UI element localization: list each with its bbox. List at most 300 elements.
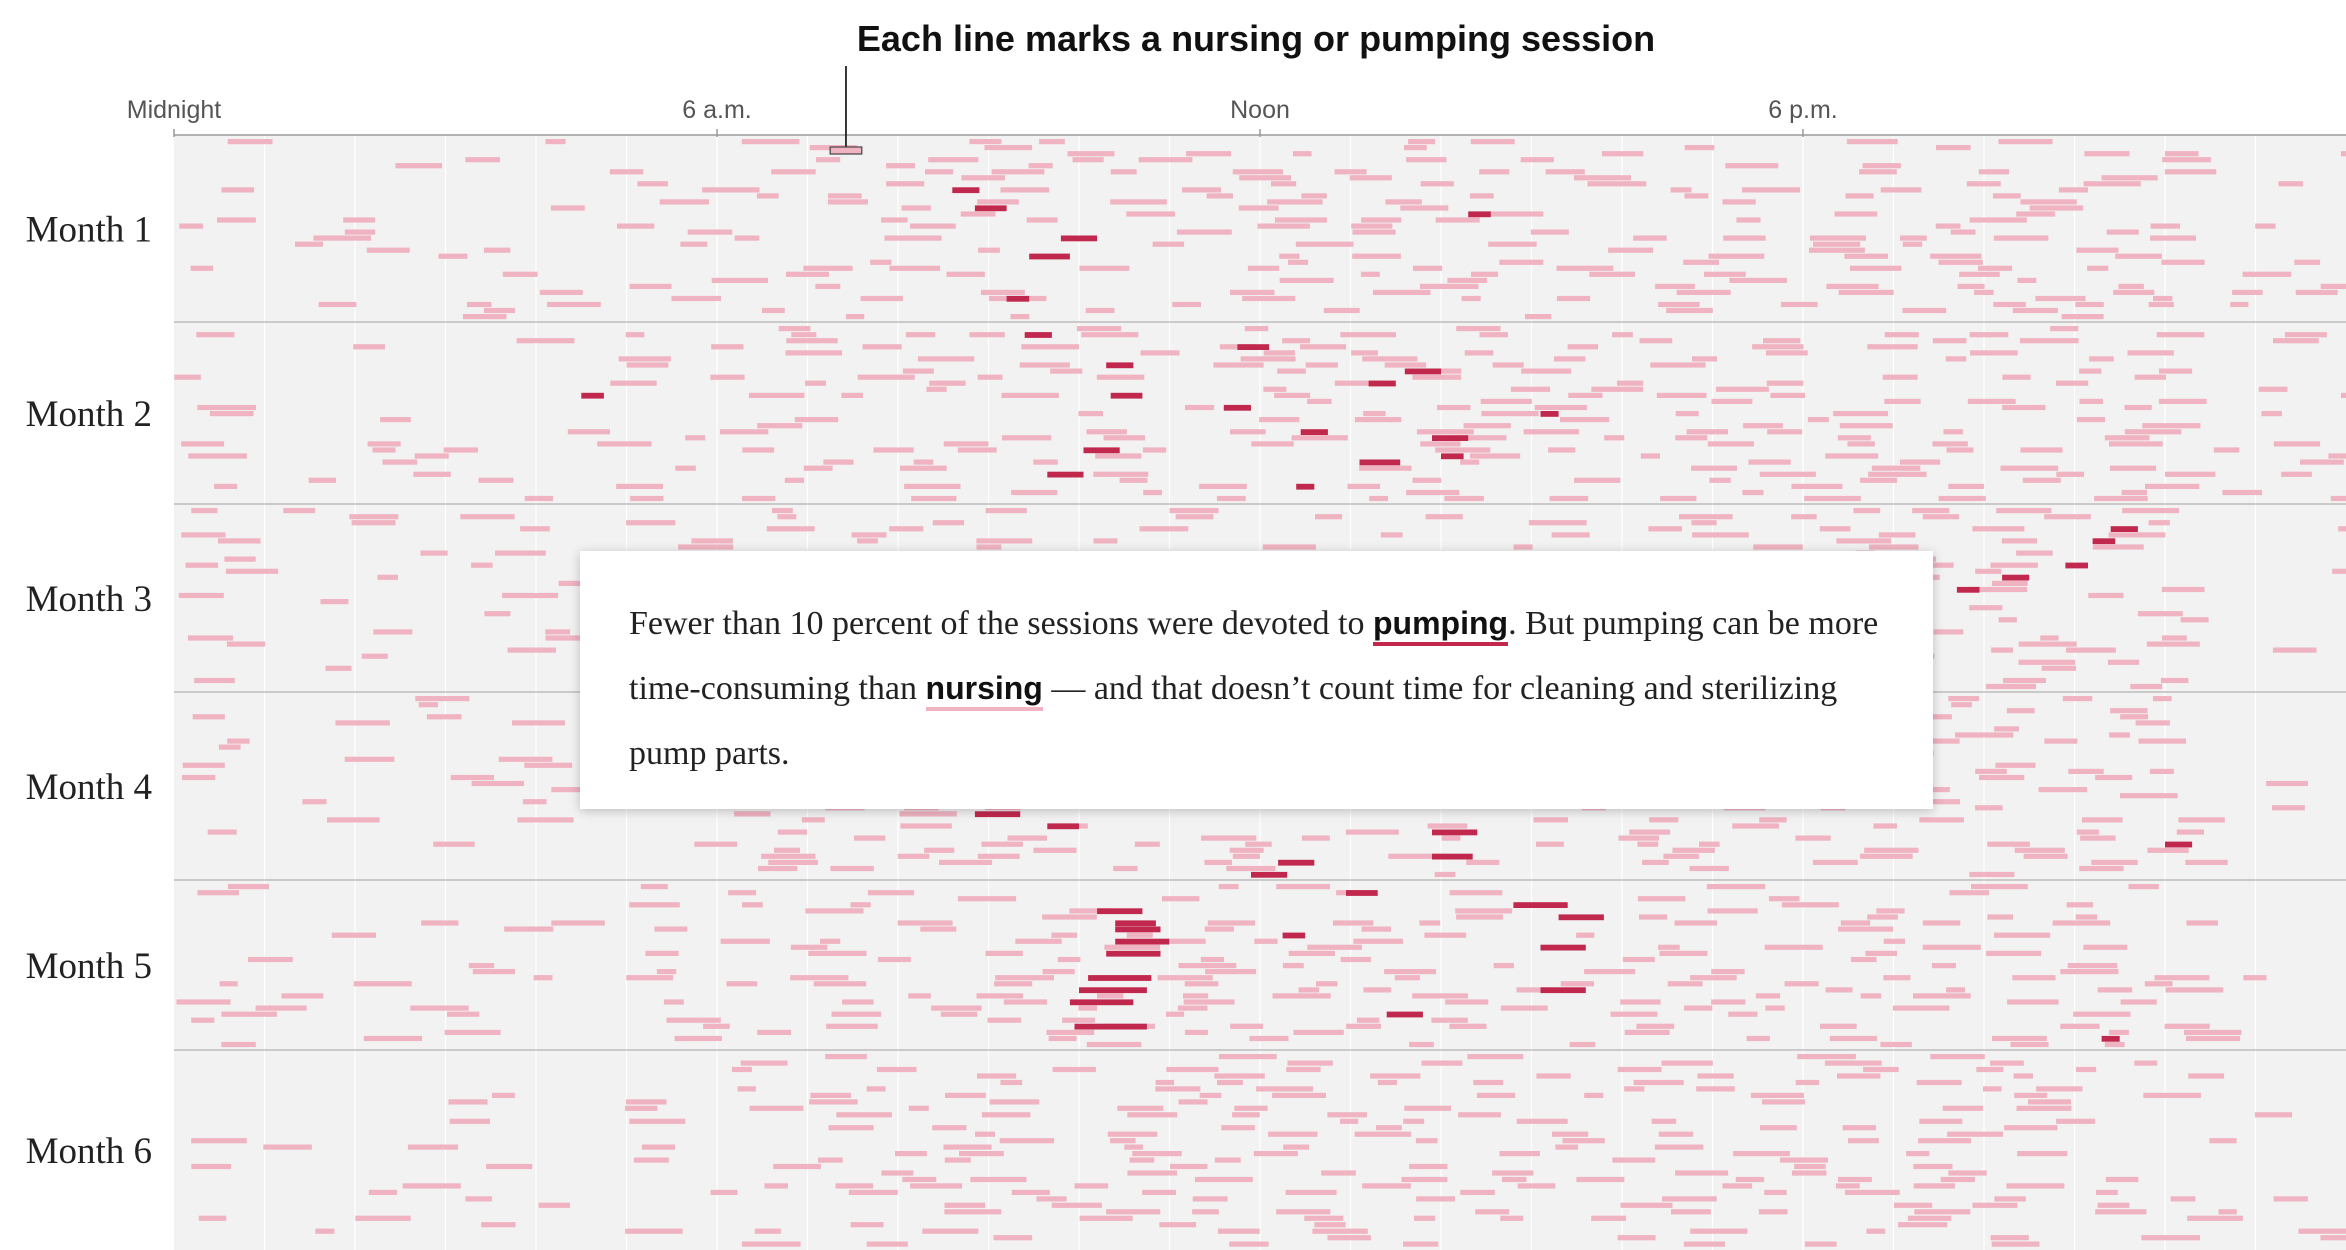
- nursing-session: [1471, 139, 1515, 144]
- nursing-session: [961, 211, 996, 216]
- pumping-session: [1432, 854, 1473, 860]
- nursing-session: [1421, 181, 1454, 186]
- pumping-session: [2111, 526, 2138, 532]
- nursing-session: [1511, 387, 1550, 392]
- nursing-session: [1936, 145, 1971, 150]
- nursing-session: [1908, 1216, 1951, 1221]
- nursing-session: [2165, 1024, 2210, 1029]
- nursing-session: [990, 1099, 1040, 1104]
- nursing-session: [433, 842, 474, 847]
- nursing-session: [1851, 957, 1877, 962]
- nursing-session: [898, 854, 930, 859]
- nursing-session: [1722, 1183, 1752, 1188]
- nursing-session: [1975, 769, 2007, 774]
- nursing-session: [734, 811, 770, 816]
- nursing-session: [2020, 447, 2062, 452]
- nursing-session: [1650, 362, 1705, 367]
- nursing-session: [1104, 945, 1160, 950]
- nursing-session: [2109, 1030, 2129, 1035]
- nursing-session: [1456, 914, 1503, 919]
- nursing-session: [2076, 914, 2098, 919]
- nursing-session: [742, 902, 763, 907]
- nursing-session: [2109, 732, 2130, 737]
- nursing-session: [786, 272, 829, 277]
- nursing-session: [626, 975, 673, 980]
- nursing-session: [1525, 314, 1551, 319]
- nursing-session: [1672, 848, 1715, 853]
- pumping-session: [1115, 939, 1169, 945]
- nursing-session: [1301, 193, 1327, 198]
- nursing-session: [1696, 1086, 1735, 1091]
- nursing-session: [874, 447, 914, 452]
- nursing-session: [1445, 999, 1488, 1004]
- nursing-session: [1723, 199, 1756, 204]
- nursing-session: [1373, 290, 1431, 295]
- nursing-session: [877, 1067, 917, 1072]
- nursing-session: [1692, 356, 1717, 361]
- nursing-session: [1178, 1006, 1208, 1011]
- nursing-session: [2018, 278, 2037, 283]
- nursing-session: [413, 472, 450, 477]
- nursing-session: [1117, 1106, 1163, 1111]
- nursing-session: [2068, 769, 2103, 774]
- nursing-session: [750, 1106, 804, 1111]
- nursing-session: [1249, 1036, 1288, 1041]
- nursing-session: [503, 272, 538, 277]
- nursing-session: [806, 908, 864, 913]
- pumping-session: [1432, 435, 1468, 441]
- nursing-session: [1106, 1209, 1160, 1214]
- nursing-session: [1276, 884, 1330, 889]
- nursing-session: [1493, 362, 1524, 367]
- nursing-session: [2073, 1012, 2130, 1017]
- nursing-session: [1273, 993, 1331, 998]
- nursing-session: [1820, 1024, 1857, 1029]
- pumping-session: [1541, 945, 1586, 951]
- nursing-session: [568, 429, 610, 434]
- nursing-session: [1879, 532, 1916, 537]
- nursing-session: [1555, 1145, 1578, 1150]
- nursing-session: [1514, 544, 1533, 549]
- nursing-session: [1020, 362, 1070, 367]
- nursing-session: [484, 611, 510, 616]
- nursing-session: [1729, 278, 1787, 283]
- nursing-session: [481, 1222, 515, 1227]
- nursing-session: [1874, 823, 1898, 828]
- nursing-session: [1245, 842, 1272, 847]
- nursing-session: [1534, 817, 1569, 822]
- nursing-session: [1716, 387, 1769, 392]
- nursing-session: [920, 927, 956, 932]
- nursing-session: [1617, 381, 1643, 386]
- pumping-session: [1106, 362, 1133, 368]
- nursing-session: [1795, 836, 1830, 841]
- nursing-session: [2187, 1216, 2243, 1221]
- nursing-session: [1642, 860, 1669, 865]
- nursing-session: [1170, 1164, 1208, 1169]
- nursing-session: [1362, 1183, 1411, 1188]
- nursing-session: [2063, 696, 2093, 701]
- nursing-session: [1633, 236, 1667, 241]
- nursing-session: [1414, 1216, 1435, 1221]
- nursing-session: [922, 1229, 978, 1234]
- nursing-session: [1992, 1036, 2047, 1041]
- nursing-session: [742, 139, 800, 144]
- nursing-session: [1201, 836, 1256, 841]
- nursing-session: [1004, 999, 1047, 1004]
- nursing-session: [1143, 447, 1166, 452]
- nursing-session: [1029, 163, 1053, 168]
- nursing-session: [1946, 987, 1965, 992]
- nursing-session: [1675, 920, 1718, 925]
- nursing-session: [1460, 1190, 1495, 1195]
- nursing-session: [2150, 236, 2196, 241]
- nursing-session: [1021, 344, 1079, 349]
- nursing-session: [2095, 775, 2132, 780]
- nursing-session: [1306, 362, 1338, 367]
- nursing-session: [1844, 254, 1888, 259]
- nursing-session: [1975, 805, 2003, 810]
- nursing-session: [978, 854, 1020, 859]
- nursing-session: [1384, 969, 1436, 974]
- nursing-session: [988, 1018, 1022, 1023]
- nursing-session: [1767, 381, 1804, 386]
- nursing-session: [1863, 1067, 1899, 1072]
- nursing-session: [1489, 211, 1543, 216]
- nursing-session: [2013, 308, 2058, 313]
- nursing-session: [758, 866, 797, 871]
- nursing-session: [944, 1209, 1001, 1214]
- nursing-session: [2002, 405, 2045, 410]
- nursing-session: [484, 308, 515, 313]
- nursing-session: [1424, 933, 1466, 938]
- pumping-session: [581, 393, 604, 399]
- nursing-session: [1462, 296, 1481, 301]
- nursing-session: [1560, 417, 1609, 422]
- nursing-session: [2320, 1235, 2346, 1240]
- nursing-session: [1850, 266, 1902, 271]
- nursing-session: [1618, 1067, 1662, 1072]
- nursing-session: [2084, 151, 2129, 156]
- nursing-session: [1880, 1042, 1911, 1047]
- nursing-session: [2165, 987, 2223, 992]
- nursing-session: [2125, 405, 2152, 410]
- nursing-session: [1574, 478, 1620, 483]
- x-tick-label: Midnight: [126, 96, 222, 124]
- nursing-session: [1809, 248, 1865, 253]
- nursing-session: [2088, 593, 2123, 598]
- nursing-session: [1000, 1138, 1054, 1143]
- nursing-session: [1376, 1125, 1402, 1130]
- nursing-session: [1671, 1209, 1711, 1214]
- nursing-session: [1825, 1061, 1882, 1066]
- nursing-session: [1948, 1170, 1986, 1175]
- nursing-session: [1813, 860, 1858, 865]
- nursing-session: [546, 139, 566, 144]
- nursing-session: [1987, 914, 2013, 919]
- nursing-session: [427, 714, 462, 719]
- nursing-session: [903, 369, 934, 374]
- nursing-session: [410, 1006, 468, 1011]
- nursing-session: [2039, 787, 2088, 792]
- nursing-session: [1002, 435, 1051, 440]
- nursing-session: [790, 975, 848, 980]
- pumping-session: [2065, 563, 2088, 569]
- nursing-session: [1796, 1080, 1819, 1085]
- nursing-session: [625, 1106, 657, 1111]
- nursing-session: [1521, 369, 1571, 374]
- nursing-session: [1967, 181, 2001, 186]
- nursing-session: [1736, 1177, 1765, 1182]
- nursing-session: [786, 350, 843, 355]
- nursing-session: [1841, 920, 1870, 925]
- chart-title: Each line marks a nursing or pumping session: [856, 18, 1656, 59]
- nursing-session: [712, 278, 768, 283]
- nursing-session: [1403, 1119, 1424, 1124]
- nursing-session: [1884, 939, 1905, 944]
- nursing-session: [1764, 1190, 1786, 1195]
- annotation-text-2: . But pumping can be more time-consuming than: [629, 605, 1879, 707]
- nursing-session: [1943, 429, 1963, 434]
- nursing-session: [1357, 1018, 1380, 1023]
- nursing-session: [2125, 429, 2182, 434]
- nursing-session: [2109, 532, 2166, 537]
- nursing-session: [403, 1183, 461, 1188]
- pumping-session: [1283, 933, 1306, 939]
- nursing-session: [945, 1158, 971, 1163]
- nursing-session: [2060, 969, 2118, 974]
- nursing-session: [1951, 702, 1972, 707]
- example-session-swatch: [830, 147, 862, 154]
- nursing-session: [1058, 957, 1081, 962]
- nursing-session: [479, 478, 514, 483]
- nursing-session: [1186, 151, 1231, 156]
- nursing-session: [617, 224, 654, 229]
- nursing-session: [1900, 236, 1927, 241]
- nursing-session: [1215, 1158, 1241, 1163]
- nursing-session: [1561, 981, 1594, 986]
- nursing-session: [881, 217, 908, 222]
- nursing-session: [1179, 963, 1237, 968]
- nursing-session: [227, 642, 265, 647]
- nursing-session: [319, 302, 357, 307]
- nursing-session: [1413, 266, 1442, 271]
- nursing-session: [383, 460, 418, 465]
- nursing-session: [857, 538, 878, 543]
- nursing-session: [373, 447, 396, 452]
- nursing-session: [1536, 1073, 1570, 1078]
- pumping-session: [1029, 254, 1070, 260]
- nursing-session: [210, 411, 254, 416]
- pumping-session: [1079, 987, 1147, 993]
- nursing-session: [1690, 975, 1737, 980]
- month-label: Month 1: [25, 209, 152, 251]
- nursing-session: [1412, 375, 1461, 380]
- nursing-session: [1847, 139, 1898, 144]
- nursing-session: [867, 1242, 908, 1247]
- nursing-session: [675, 466, 696, 471]
- nursing-session: [1263, 544, 1316, 549]
- nursing-session: [1286, 1067, 1320, 1072]
- nursing-session: [2020, 199, 2076, 204]
- nursing-session: [1404, 145, 1427, 150]
- pumping-session: [1278, 860, 1314, 866]
- nursing-session: [2044, 739, 2077, 744]
- nursing-session: [1903, 242, 1923, 247]
- nursing-session: [711, 344, 743, 349]
- nursing-session: [1381, 532, 1403, 537]
- nursing-session: [1859, 169, 1897, 174]
- nursing-session: [1226, 866, 1275, 871]
- nursing-session: [757, 1030, 791, 1035]
- nursing-session: [1893, 1006, 1950, 1011]
- nursing-session: [900, 811, 957, 816]
- nursing-session: [995, 975, 1054, 980]
- nursing-session: [929, 381, 965, 386]
- nursing-session: [625, 1229, 683, 1234]
- nursing-session: [199, 1216, 227, 1221]
- nursing-session: [222, 187, 255, 192]
- nursing-session: [2011, 1042, 2049, 1047]
- nursing-session: [1728, 1012, 1757, 1017]
- nursing-session: [657, 969, 676, 974]
- nursing-session: [2281, 472, 2312, 477]
- nursing-session: [1568, 344, 1598, 349]
- nursing-session: [1591, 387, 1643, 392]
- nursing-session: [415, 696, 469, 701]
- nursing-session: [449, 1099, 488, 1104]
- nursing-session: [802, 817, 825, 822]
- nursing-session: [1263, 387, 1286, 392]
- nursing-session: [362, 654, 388, 659]
- nursing-session: [672, 296, 722, 301]
- nursing-session: [2155, 975, 2210, 980]
- nursing-session: [1254, 939, 1277, 944]
- nursing-session: [2341, 151, 2346, 156]
- nursing-session: [2298, 1229, 2346, 1234]
- nursing-session: [1229, 1242, 1268, 1247]
- nursing-session: [2028, 1099, 2071, 1104]
- nursing-session: [1604, 435, 1624, 440]
- nursing-session: [1675, 435, 1707, 440]
- nursing-session: [1086, 308, 1115, 313]
- nursing-session: [1881, 187, 1922, 192]
- nursing-session: [1906, 1151, 1929, 1156]
- nursing-session: [1933, 338, 1967, 343]
- nursing-session: [1970, 217, 2027, 222]
- nursing-session: [1351, 224, 1392, 229]
- nursing-session: [1204, 860, 1232, 865]
- nursing-session: [1416, 1138, 1438, 1143]
- nursing-session: [1884, 399, 1920, 404]
- nursing-session: [353, 344, 385, 349]
- nursing-session: [2110, 708, 2148, 713]
- nursing-session: [1437, 405, 1470, 410]
- month-label: Month 6: [25, 1131, 152, 1172]
- nursing-session: [1918, 1138, 1971, 1143]
- nursing-session: [1111, 169, 1137, 174]
- nursing-session: [932, 1125, 966, 1130]
- nursing-session: [1919, 817, 1964, 822]
- nursing-session: [450, 1119, 490, 1124]
- nursing-session: [465, 1196, 492, 1201]
- pumping-session: [1541, 411, 1559, 417]
- nursing-session: [1991, 648, 2013, 653]
- nursing-session: [1127, 1170, 1177, 1175]
- nursing-session: [1652, 1119, 1677, 1124]
- nursing-session: [221, 1042, 256, 1047]
- nursing-session: [1428, 823, 1468, 828]
- nursing-session: [1079, 266, 1129, 271]
- nursing-session: [2161, 678, 2189, 683]
- nursing-session: [1742, 490, 1763, 495]
- nursing-session: [828, 193, 862, 198]
- nursing-session: [2002, 375, 2030, 380]
- nursing-session: [1684, 1242, 1725, 1247]
- nursing-session: [1355, 1132, 1412, 1137]
- nursing-session: [805, 381, 826, 386]
- nursing-session: [1863, 163, 1901, 168]
- nursing-session: [1248, 266, 1279, 271]
- nursing-session: [1079, 411, 1104, 416]
- nursing-session: [1300, 344, 1346, 349]
- nursing-session: [486, 1164, 532, 1169]
- nursing-session: [2149, 520, 2170, 525]
- nursing-session: [2077, 417, 2105, 422]
- nursing-session: [1012, 1190, 1050, 1195]
- nursing-session: [2135, 375, 2166, 380]
- nursing-session: [939, 860, 992, 865]
- nursing-session: [1869, 544, 1919, 549]
- nursing-session: [1475, 1209, 1509, 1214]
- nursing-session: [762, 308, 785, 313]
- nursing-session: [2274, 1196, 2308, 1201]
- nursing-session: [791, 332, 816, 337]
- nursing-session: [1517, 1119, 1568, 1124]
- nursing-session: [2096, 1190, 2118, 1195]
- nursing-session: [191, 1018, 214, 1023]
- nursing-session: [1350, 175, 1392, 180]
- nursing-session: [2243, 272, 2292, 277]
- nursing-session: [889, 266, 940, 271]
- nursing-session: [2019, 642, 2077, 647]
- nursing-session: [2171, 1196, 2196, 1201]
- nursing-session: [2003, 678, 2046, 683]
- nursing-session: [1591, 1216, 1626, 1221]
- nursing-session: [1221, 1125, 1255, 1130]
- nursing-session: [2338, 526, 2346, 531]
- nursing-session: [2083, 945, 2127, 950]
- nursing-session: [1141, 350, 1180, 355]
- nursing-session: [925, 169, 953, 174]
- nursing-session: [986, 508, 1027, 513]
- month-label: Month 5: [25, 946, 152, 987]
- nursing-session: [1971, 884, 2028, 889]
- nursing-session: [1948, 484, 1984, 489]
- nursing-session: [1576, 933, 1594, 938]
- nursing-session: [1233, 169, 1283, 174]
- nursing-session: [1894, 1203, 1932, 1208]
- nursing-session: [1049, 1036, 1077, 1041]
- nursing-session: [1763, 338, 1800, 343]
- nursing-session: [1930, 1054, 1985, 1059]
- nursing-session: [1941, 1177, 1975, 1182]
- nursing-session: [878, 957, 911, 962]
- nursing-session: [179, 593, 224, 598]
- nursing-session: [2076, 1067, 2096, 1072]
- nursing-session: [1302, 836, 1330, 841]
- nursing-session: [2006, 1183, 2064, 1188]
